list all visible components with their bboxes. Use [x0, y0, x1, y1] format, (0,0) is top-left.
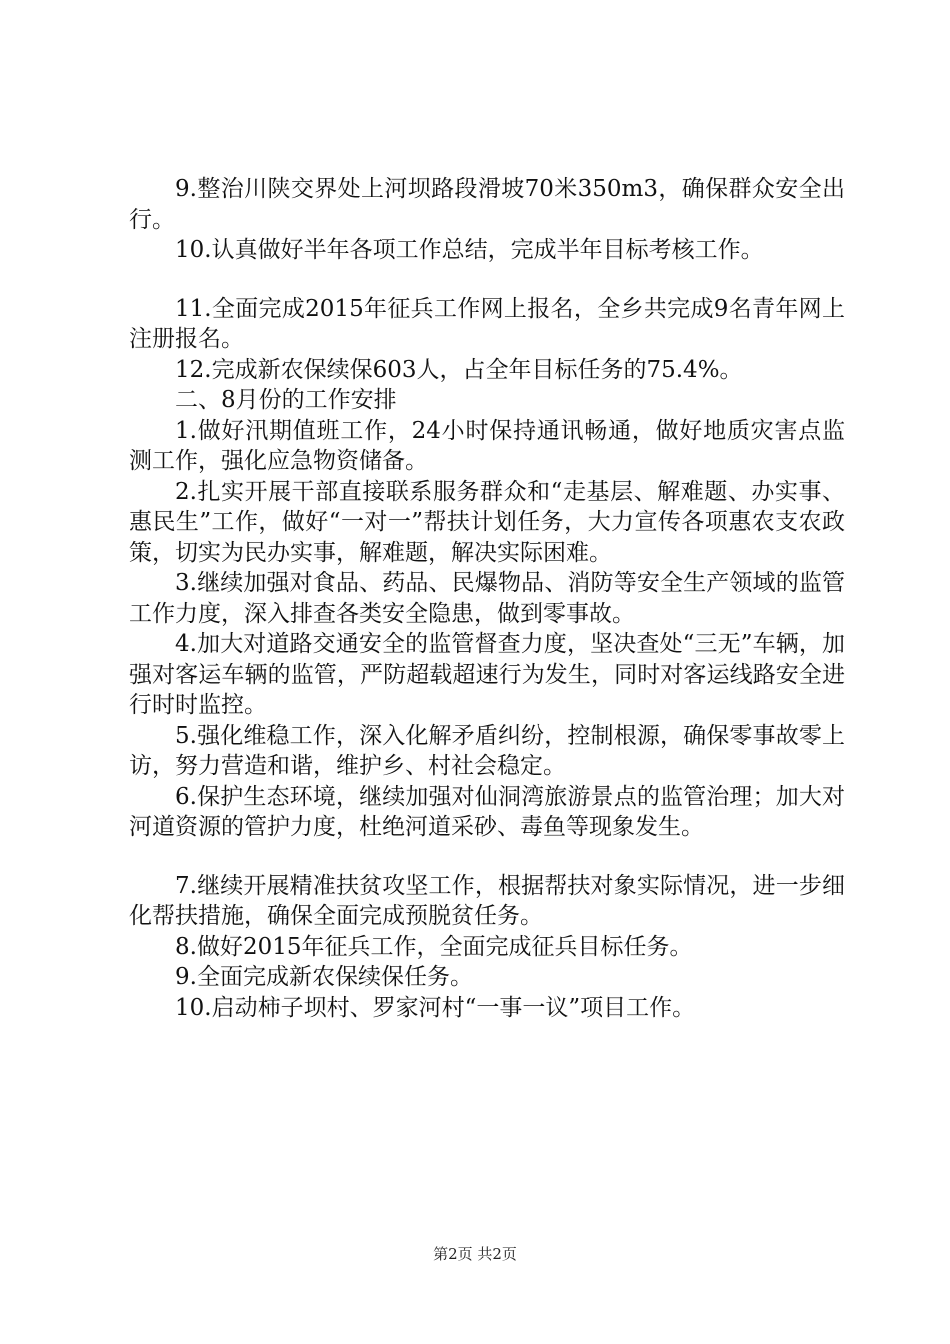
paragraph-plan-2-cadre-contact: 2.扎实开展干部直接联系服务群众和“走基层、解难题、办实事、惠民生”工作，做好“一对一”帮扶计划任务，大力宣传各项惠农支农政策，切实为民办实事，解难题，解决实际困难。 — [129, 478, 845, 566]
paragraph-plan-1-flood-duty: 1.做好汛期值班工作，24小时保持通讯畅通，做好地质灾害点监测工作，强化应急物资储备。 — [129, 417, 845, 474]
paragraph-item-11-conscription-registration: 11.全面完成2015年征兵工作网上报名，全乡共完成9名青年网上注册报名。 — [129, 295, 845, 352]
paragraph-plan-3-safety-supervision: 3.继续加强对食品、药品、民爆物品、消防等安全生产领域的监管工作力度，深入排查各类安全隐患，做到零事故。 — [129, 570, 845, 627]
paragraph-plan-8-conscription: 8.做好2015年征兵工作，全面完成征兵目标任务。 — [175, 933, 693, 960]
document-body — [129, 174, 845, 1023]
paragraph-plan-7-poverty-alleviation: 7.继续开展精准扶贫攻坚工作，根据帮扶对象实际情况，进一步细化帮扶措施，确保全面完成预脱贫任务。 — [129, 872, 845, 929]
paragraph-plan-9-insurance: 9.全面完成新农保续保任务。 — [175, 964, 473, 990]
paragraph-plan-10-project: 10.启动柿子坝村、罗家河村“一事一议”项目工作。 — [175, 994, 696, 1021]
paragraph-item-12-insurance-renewal: 12.完成新农保续保603人，占全年目标任务的75.4%。 — [175, 356, 743, 383]
paragraph-plan-6-ecology: 6.保护生态环境，继续加强对仙洞湾旅游景点的监管治理；加大对河道资源的管护力度，杜绝河道采砂、毒鱼等现象发生。 — [129, 783, 845, 840]
section-heading-august-plan: 二、8月份的工作安排 — [175, 387, 397, 413]
page-number-footer: 第2页 共2页 — [433, 1245, 517, 1263]
paragraph-item-9-landslide: 9.整治川陕交界处上河坝路段滑坡70米350m3，确保群众安全出行。 — [129, 176, 845, 233]
paragraph-plan-5-stability: 5.强化维稳工作，深入化解矛盾纠纷，控制根源，确保零事故零上访，努力营造和谐，维护乡、村社会稳定。 — [129, 722, 845, 779]
paragraph-plan-4-road-traffic: 4.加大对道路交通安全的监管督查力度，坚决查处“三无”车辆，加强对客运车辆的监管，严防超载超速行为发生，同时对客运线路安全进行时时监控。 — [129, 631, 845, 718]
paragraph-item-10-half-year-summary: 10.认真做好半年各项工作总结，完成半年目标考核工作。 — [175, 237, 764, 263]
